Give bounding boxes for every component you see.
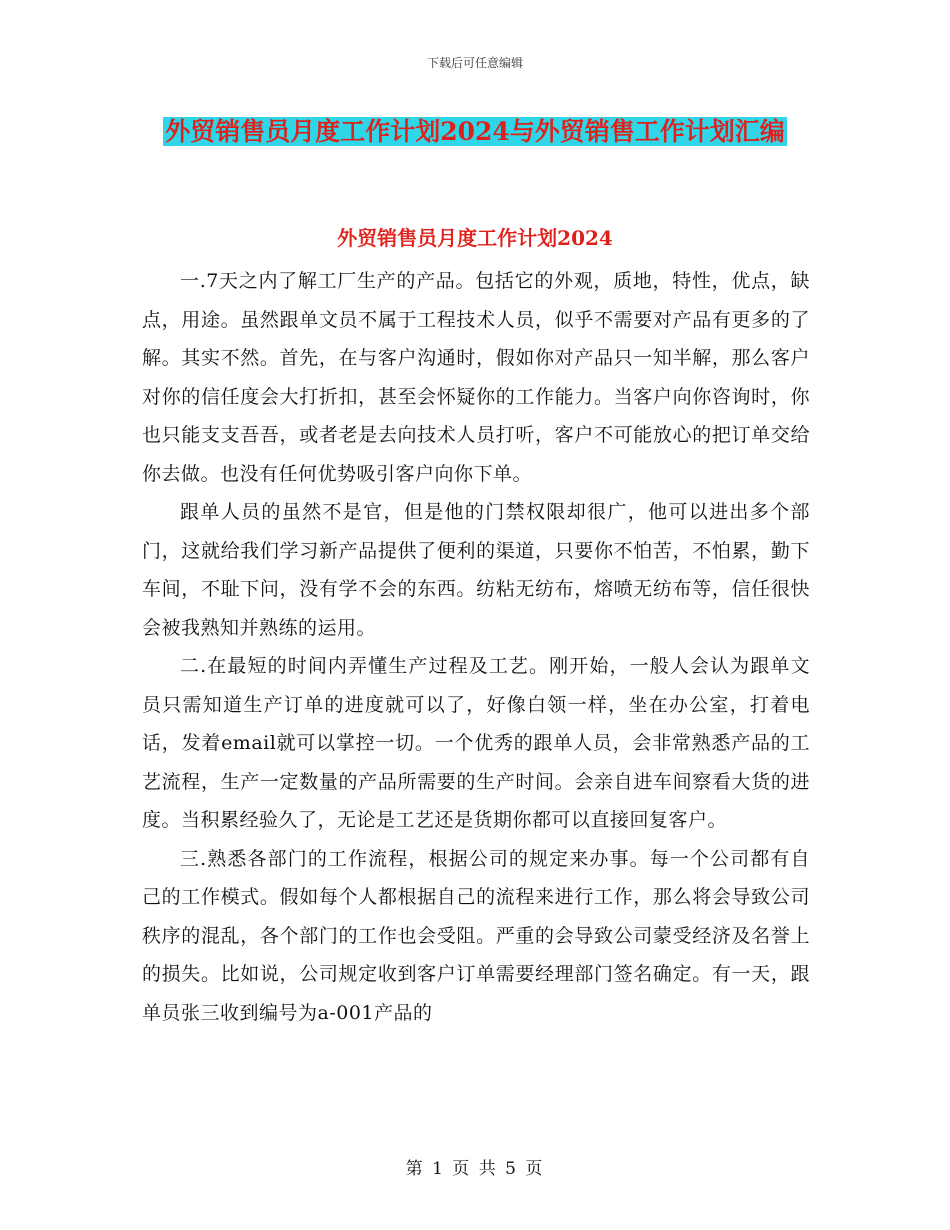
header-note: 下载后可任意编辑 — [426, 56, 523, 70]
document-body — [142, 262, 810, 1032]
section-title: 外贸销售员月度工作计划2024 — [337, 226, 613, 250]
paragraph-4: 三.熟悉各部门的工作流程，根据公司的规定来办事。每一个公司都有自己的工作模式。假如每个人都根据自己的流程来进行工作，那么将会导致公司秩序的混乱，各个部门的工作也会受阻。严重的会导致公司蒙受经济及名誉上的损失。比如说，公司规定收到客户订单需要经理部门签名确定。有一天，跟单员张三收到编号为a-001产品的 — [142, 847, 810, 1024]
paragraph-1: 一.7天之内了解工厂生产的产品。包括它的外观，质地，特性，优点，缺点，用途。虽然跟单文员不属于工程技术人员，似乎不需要对产品有更多的了解。其实不然。首先，在与客户沟通时，假如你对产品只一知半解，那么客户对你的信任度会大打折扣，甚至会怀疑你的工作能力。当客户向你咨询时，你也只能支支吾吾，或者老是去向技术人员打听，客户不可能放心的把订单交给你去做。也没有任何优势吸引客户向你下单。 — [142, 270, 810, 485]
page-footer: 第 1 页 共 5 页 — [405, 1159, 545, 1179]
document-title — [140, 110, 810, 154]
paragraph-2: 跟单人员的虽然不是官，但是他的门禁权限却很广，他可以进出多个部门，这就给我们学习新产品提供了便利的渠道，只要你不怕苦，不怕累，勤下车间，不耻下问，没有学不会的东西。纺粘无纺布，熔喷无纺布等，信任很快会被我熟知并熟练的运用。 — [142, 501, 810, 639]
paragraph-3: 二.在最短的时间内弄懂生产过程及工艺。刚开始，一般人会认为跟单文员只需知道生产订单的进度就可以了，好像白领一样，坐在办公室，打着电话，发着email就可以掌控一切。一个优秀的跟单人员，会非常熟悉产品的工艺流程，生产一定数量的产品所需要的生产时间。会亲自进车间察看大货的进度。当积累经验久了，无论是工艺还是货期你都可以直接回复客户。 — [142, 655, 810, 831]
document-title-text: 外贸销售员月度工作计划2024与外贸销售工作计划汇编 — [165, 117, 785, 146]
